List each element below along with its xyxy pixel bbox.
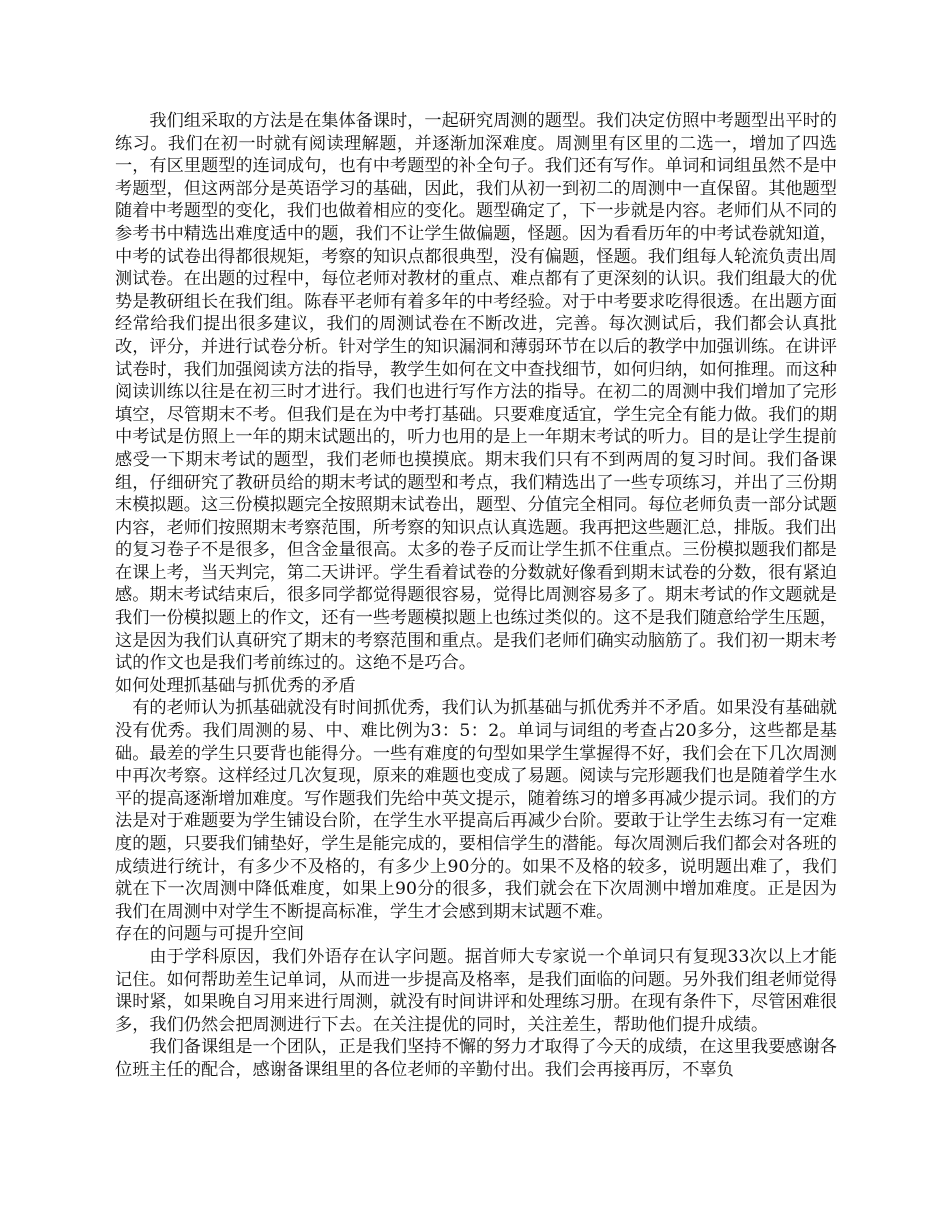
paragraph-basics-vs-excellence: 有的老师认为抓基础就没有时间抓优秀，我们认为抓基础与抓优秀并不矛盾。如果没有基础就没有优秀。我们周测的易、中、难比例为3：5：2。单词与词组的考查占20多分，这些都是基础。最差的学生只要背也能得分。一些有难度的句型如果学生掌握得不好，我们会在下几次周测中再次考察。这样经过几次复现，原来的难题也变成了易题。阅读与完形题我们也是随着学生水平的提高逐渐增加难度。写作题我们先给中英文提示，随着练习的增多再减少提示词。我们的方法是对于难题要为学生铺设台阶，在学生水平提高后再减少台阶。要敢于让学生去练习有一定难度的题，只要我们铺垫好，学生是能完成的，要相信学生的潜能。每次周测后我们都会对各班的成绩进行统计，有多少不及格的，有多少上90分的。如果不及格的较多，说明题出难了，我们就在下一次周测中降低难度，如果上90分的很多，我们就会在下次周测中增加难度。正是因为我们在周测中对学生不断提高标准，学生才会感到期末试题不难。: [115, 698, 837, 922]
section-heading-problems: 存在的问题与可提升空间: [115, 924, 305, 945]
document-body: [115, 110, 837, 1082]
paragraph-weekly-test-method: 我们组采取的方法是在集体备课时，一起研究周测的题型。我们决定仿照中考题型出平时的练习。我们在初一时就有阅读理解题，并逐渐加深难度。周测里有区里的二选一，增加了四选一，有区里题型的连词成句，也有中考题型的补全句子。我们还有写作。单词和词组虽然不是中考题型，但这两部分是英语学习的基础，因此，我们从初一到初二的周测中一直保留。其他题型随着中考题型的变化，我们也做着相应的变化。题型确定了，下一步就是内容。老师们从不同的参考书中精选出难度适中的题，我们不让学生做偏题，怪题。因为看看历年的中考试卷就知道，中考的试卷出得都很规矩，考察的知识点都很典型，没有偏题，怪题。我们组每人轮流负责出周测试卷。在出题的过程中，每位老师对教材的重点、难点都有了更深刻的认识。我们组最大的优势是教研组长在我们组。陈春平老师有着多年的中考经验。对于中考要求吃得很透。在出题方面经常给我们提出很多建议，我们的周测试卷在不断改进，完善。每次测试后，我们都会认真批改，评分，并进行试卷分析。针对学生的知识漏洞和薄弱环节在以后的教学中加强训练。在讲评试卷时，我们加强阅读方法的指导，教学生如何在文中查找细节，如何归纳，如何推理。而这种阅读训练以往是在初三时才进行。我们也进行写作方法的指导。在初二的周测中我们增加了完形填空，尽管期末不考。但我们是在为中考打基础。只要难度适宜，学生完全有能力做。我们的期中考试是仿照上一年的期末试题出的，听力也用的是上一年期末考试的听力。目的是让学生提前感受一下期末考试的题型，我们老师也摸摸底。期末我们只有不到两周的复习时间。我们备课组，仔细研究了教研员给的期末考试的题型和考点，我们精选出了一些专项练习，并出了三份期末模拟题。这三份模拟题完全按照期末试卷出，题型、分值完全相同。每位老师负责一部分试题内容，老师们按照期末考察范围，所考察的知识点认真选题。我再把这些题汇总，排版。我们出的复习卷子不是很多，但含金量很高。太多的卷子反而让学生抓不住重点。三份模拟题我们都是在课上考，当天判完，第二天讲评。学生看着试卷的分数就好像看到期末试卷的分数，很有紧迫感。期末考试结束后，很多同学都觉得题很容易，觉得比周测容易多了。期末考试的作文题就是我们一份模拟题上的作文，还有一些考题模拟题上也练过类似的。这不是我们随意给学生压题，这是因为我们认真研究了期末的考察范围和重点。是我们老师们确实动脑筋了。我们初一期末考试的作文也是我们考前练过的。这绝不是巧合。: [115, 111, 837, 674]
paragraph-problems: 由于学科原因，我们外语存在认字问题。据首师大专家说一个单词只有复现33次以上才能记住。如何帮助差生记单词，从而进一步提高及格率，是我们面临的问题。另外我们组老师觉得课时紧，如果晚自习用来进行周测，就没有时间讲评和处理练习册。在现有条件下，尽管困难很多，我们仍然会把周测进行下去。在关注提优的同时，关注差生，帮助他们提升成绩。: [115, 946, 837, 1035]
paragraph-team-thanks: 我们备课组是一个团队，正是我们坚持不懈的努力才取得了今天的成绩，在这里我要感谢各位班主任的配合，感谢备课组里的各位老师的辛勤付出。我们会再接再厉，不辜负: [115, 1037, 837, 1080]
section-heading-basics-vs-excellence: 如何处理抓基础与抓优秀的矛盾: [115, 675, 356, 696]
